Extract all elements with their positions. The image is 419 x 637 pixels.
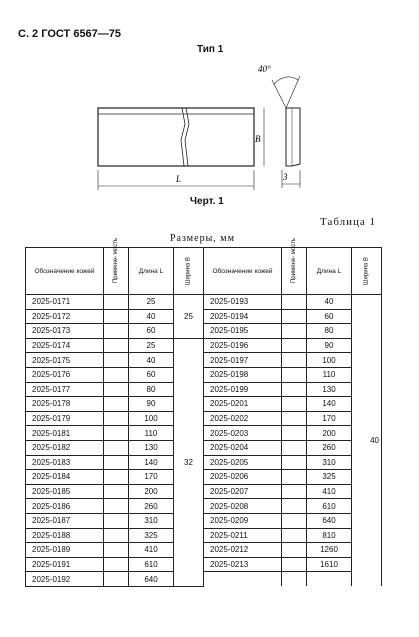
designation-cell: 2025-0196 [204, 338, 282, 353]
length-cell: 410 [307, 484, 352, 499]
applicability-cell [104, 572, 129, 587]
length-cell: 40 [129, 353, 174, 368]
length-cell: 260 [129, 499, 174, 514]
designation-cell: 2025-0213 [204, 557, 282, 572]
table-title: Таблица 1 [320, 216, 377, 228]
applicability-cell [104, 557, 129, 572]
length-cell: 1260 [307, 543, 352, 558]
designation-cell: 2025-0174 [26, 338, 104, 353]
applicability-cell [282, 338, 307, 353]
designation-cell: 2025-0172 [26, 309, 104, 324]
column-header-designation: Обозначение кожей [26, 248, 104, 295]
designation-cell: 2025-0175 [26, 353, 104, 368]
table-row [26, 309, 382, 324]
applicability-cell [282, 470, 307, 485]
length-cell: 640 [307, 513, 352, 528]
designation-cell: 2025-0171 [26, 295, 104, 310]
length-cell: 100 [129, 411, 174, 426]
designation-cell: 2025-0202 [204, 411, 282, 426]
applicability-cell [282, 484, 307, 499]
designation-cell: 2025-0177 [26, 382, 104, 397]
column-header-width: Ширина B [174, 248, 204, 295]
width-cell: 32 [174, 338, 204, 586]
length-cell: 40 [129, 309, 174, 324]
table-row [26, 295, 382, 310]
designation-cell: 2025-0207 [204, 484, 282, 499]
applicability-cell [282, 382, 307, 397]
table-row [26, 411, 382, 426]
designation-cell: 2025-0211 [204, 528, 282, 543]
table-row [26, 470, 382, 485]
width-cell: 40 [352, 295, 382, 587]
blade-outline [98, 108, 254, 166]
length-cell: 200 [307, 426, 352, 441]
designation-cell: 2025-0197 [204, 353, 282, 368]
column-header-applicability: Примене- мость [104, 248, 129, 295]
designation-cell: 2025-0178 [26, 397, 104, 412]
table-row [26, 353, 382, 368]
length-cell: 100 [307, 353, 352, 368]
applicability-cell [282, 411, 307, 426]
designation-cell: 2025-0181 [26, 426, 104, 441]
length-cell: 170 [129, 470, 174, 485]
table-row [26, 367, 382, 382]
designation-cell: 2025-0203 [204, 426, 282, 441]
applicability-cell [104, 353, 129, 368]
length-cell: 90 [307, 338, 352, 353]
applicability-cell [104, 528, 129, 543]
length-cell: 110 [129, 426, 174, 441]
designation-cell: 2025-0184 [26, 470, 104, 485]
designation-cell: 2025-0186 [26, 499, 104, 514]
length-cell: 25 [129, 338, 174, 353]
applicability-cell [282, 543, 307, 558]
column-header-designation: Обозначение кожей [204, 248, 282, 295]
designation-cell: 2025-0195 [204, 324, 282, 339]
length-cell: 110 [307, 367, 352, 382]
table-row [26, 324, 382, 339]
column-header-length: Длина L [129, 248, 174, 295]
designation-cell: 2025-0212 [204, 543, 282, 558]
applicability-cell [104, 470, 129, 485]
applicability-cell [282, 309, 307, 324]
applicability-cell [104, 513, 129, 528]
applicability-cell [104, 324, 129, 339]
length-cell: 325 [307, 470, 352, 485]
length-cell: 310 [129, 513, 174, 528]
applicability-cell [282, 397, 307, 412]
applicability-cell [282, 557, 307, 572]
designation-cell: 2025-0194 [204, 309, 282, 324]
table-row [26, 426, 382, 441]
length-cell: 40 [307, 295, 352, 310]
table-row [26, 513, 382, 528]
length-cell: 90 [129, 397, 174, 412]
designation-cell: 2025-0191 [26, 557, 104, 572]
applicability-cell [282, 353, 307, 368]
length-cell: 80 [129, 382, 174, 397]
table-row [26, 338, 382, 353]
length-cell: 130 [129, 440, 174, 455]
designation-cell: 2025-0198 [204, 367, 282, 382]
applicability-cell [104, 338, 129, 353]
length-cell: 60 [129, 324, 174, 339]
applicability-cell [104, 397, 129, 412]
length-cell: 60 [129, 367, 174, 382]
designation-cell: 2025-0189 [26, 543, 104, 558]
length-cell: 410 [129, 543, 174, 558]
designation-cell: 2025-0187 [26, 513, 104, 528]
designation-cell: 2025-0176 [26, 367, 104, 382]
table-row [26, 528, 382, 543]
applicability-cell [282, 295, 307, 310]
figure-caption: Черт. 1 [190, 196, 224, 207]
length-cell: 610 [129, 557, 174, 572]
break-line [181, 108, 185, 166]
table-row [26, 557, 382, 572]
length-cell: 310 [307, 455, 352, 470]
designation-cell: 2025-0179 [26, 411, 104, 426]
applicability-cell [104, 309, 129, 324]
length-cell: 60 [307, 309, 352, 324]
side-view [286, 108, 300, 166]
length-cell: 80 [307, 324, 352, 339]
applicability-cell [282, 455, 307, 470]
table-row [26, 397, 382, 412]
applicability-cell [104, 411, 129, 426]
length-cell: 325 [129, 528, 174, 543]
designation-cell: 2025-0209 [204, 513, 282, 528]
column-header-width: Ширина B [352, 248, 382, 295]
angle-label: 40° [258, 64, 271, 74]
length-cell: 140 [307, 397, 352, 412]
length-cell: 1610 [307, 557, 352, 572]
applicability-cell [282, 513, 307, 528]
length-label: L [176, 174, 182, 184]
applicability-cell [104, 440, 129, 455]
table-header-row [26, 248, 382, 295]
angle-line [272, 80, 286, 108]
table-row [26, 455, 382, 470]
table-row [26, 543, 382, 558]
applicability-cell [282, 440, 307, 455]
width-cell: 25 [174, 295, 204, 339]
applicability-cell [104, 543, 129, 558]
designation-cell: 2025-0201 [204, 397, 282, 412]
applicability-cell [104, 484, 129, 499]
applicability-cell [104, 382, 129, 397]
width-label: B [255, 134, 261, 144]
designation-cell [204, 572, 282, 587]
designation-cell: 2025-0199 [204, 382, 282, 397]
length-cell [307, 572, 352, 587]
page-header: С. 2 ГОСТ 6567—75 [18, 28, 122, 40]
applicability-cell [282, 367, 307, 382]
designation-cell: 2025-0192 [26, 572, 104, 587]
designation-cell: 2025-0182 [26, 440, 104, 455]
applicability-cell [282, 324, 307, 339]
table-body [26, 295, 382, 587]
length-cell: 140 [129, 455, 174, 470]
applicability-cell [104, 499, 129, 514]
applicability-cell [104, 455, 129, 470]
designation-cell: 2025-0183 [26, 455, 104, 470]
designation-cell: 2025-0208 [204, 499, 282, 514]
table-row [26, 440, 382, 455]
column-header-applicability: Примене- мость [282, 248, 307, 295]
table-subtitle: Размеры, мм [170, 233, 235, 244]
designation-cell: 2025-0193 [204, 295, 282, 310]
applicability-cell [282, 499, 307, 514]
applicability-cell [104, 367, 129, 382]
designation-cell: 2025-0206 [204, 470, 282, 485]
applicability-cell [104, 295, 129, 310]
designation-cell: 2025-0205 [204, 455, 282, 470]
designation-cell: 2025-0173 [26, 324, 104, 339]
length-cell: 200 [129, 484, 174, 499]
column-header-length: Длина L [307, 248, 352, 295]
length-cell: 170 [307, 411, 352, 426]
length-cell: 810 [307, 528, 352, 543]
table-row [26, 484, 382, 499]
designation-cell: 2025-0188 [26, 528, 104, 543]
length-cell: 640 [129, 572, 174, 587]
table-row [26, 499, 382, 514]
figure-title: Тип 1 [197, 44, 224, 55]
length-cell: 260 [307, 440, 352, 455]
table-row [26, 382, 382, 397]
applicability-cell [282, 572, 307, 587]
thickness-label: 3 [283, 172, 288, 182]
applicability-cell [104, 426, 129, 441]
length-cell: 610 [307, 499, 352, 514]
applicability-cell [282, 426, 307, 441]
table-row [26, 572, 382, 587]
designation-cell: 2025-0204 [204, 440, 282, 455]
applicability-cell [282, 528, 307, 543]
designation-cell: 2025-0185 [26, 484, 104, 499]
length-cell: 25 [129, 295, 174, 310]
length-cell: 130 [307, 382, 352, 397]
